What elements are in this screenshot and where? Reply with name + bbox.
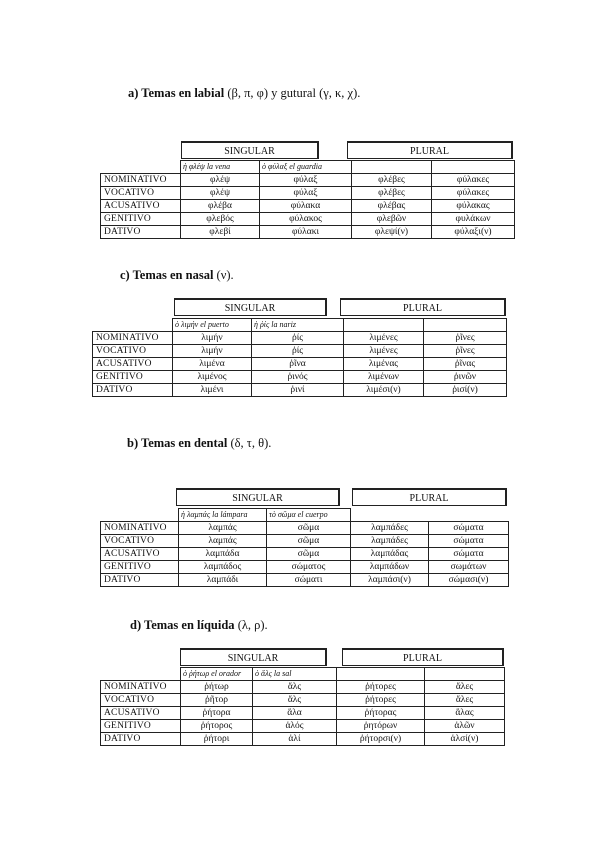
table-row	[101, 226, 515, 239]
form-cell: λαμπάδων	[351, 561, 429, 574]
form-cell: ἅλας	[425, 707, 505, 720]
empty-cell	[432, 161, 515, 174]
form-cell: λαμπάς	[179, 522, 267, 535]
form-cell: ῥίς	[252, 345, 344, 358]
table-row	[93, 371, 507, 384]
form-cell: λιμένος	[173, 371, 252, 384]
section-b-plural-header	[352, 488, 507, 506]
case-label: ACUSATIVO	[101, 707, 181, 720]
table-row	[101, 574, 509, 587]
form-cell: λιμήν	[173, 332, 252, 345]
case-label: GENITIVO	[101, 213, 181, 226]
form-cell: φλέψ	[181, 174, 260, 187]
form-cell: φύλακος	[260, 213, 352, 226]
form-cell: λιμένα	[173, 358, 252, 371]
form-cell: ἁλσί(ν)	[425, 733, 505, 746]
section-b-title: b) Temas en dental	[127, 436, 228, 450]
table-subheader-row	[101, 509, 509, 522]
form-cell: ῥήτορες	[337, 694, 425, 707]
form-cell: λιμένι	[173, 384, 252, 397]
table-row	[101, 200, 515, 213]
form-cell: ἁλός	[253, 720, 337, 733]
table-row	[101, 561, 509, 574]
form-cell: φλέβας	[352, 200, 432, 213]
table-subheader-row	[101, 668, 505, 681]
noun-label: ἡ φλέψ la vena	[181, 161, 260, 174]
table-subheader-row	[101, 161, 515, 174]
form-cell: ῥητόρων	[337, 720, 425, 733]
table-row	[101, 174, 515, 187]
form-cell: ῥῖνα	[252, 358, 344, 371]
section-a-heading	[128, 86, 360, 101]
form-cell: φλεβῶν	[352, 213, 432, 226]
form-cell: ῥίς	[252, 332, 344, 345]
table-row	[93, 358, 507, 371]
table-row	[101, 681, 505, 694]
form-cell: ἅλες	[425, 681, 505, 694]
form-cell: ῥῖνας	[424, 358, 507, 371]
form-cell: φυλάκων	[432, 213, 515, 226]
section-c-letters: (ν).	[216, 268, 234, 282]
case-label: ACUSATIVO	[93, 358, 173, 371]
section-a-letters: (β, π, φ) y gutural (γ, κ, χ).	[227, 86, 361, 100]
case-label: NOMINATIVO	[93, 332, 173, 345]
case-label: GENITIVO	[93, 371, 173, 384]
form-cell: λιμένες	[344, 332, 424, 345]
table-row	[101, 707, 505, 720]
case-label: ACUSATIVO	[101, 548, 179, 561]
noun-label: τὸ σῶμα el cuerpo	[267, 509, 351, 522]
empty-cell	[424, 319, 507, 332]
empty-cell	[337, 668, 425, 681]
form-cell: λιμένες	[344, 345, 424, 358]
form-cell: φύλακα	[260, 200, 352, 213]
form-cell: σῶμα	[267, 522, 351, 535]
section-c-title: c) Temas en nasal	[120, 268, 214, 282]
table-row	[101, 720, 505, 733]
section-b-heading	[127, 436, 271, 451]
form-cell: φύλαξι(ν)	[432, 226, 515, 239]
form-cell: ῥινῶν	[424, 371, 507, 384]
empty-cell	[93, 319, 173, 332]
case-label: VOCATIVO	[101, 535, 179, 548]
case-label: GENITIVO	[101, 561, 179, 574]
section-b-table	[100, 508, 509, 587]
case-label: NOMINATIVO	[101, 681, 181, 694]
section-a-table	[100, 160, 515, 239]
form-cell: φύλακι	[260, 226, 352, 239]
form-cell: ἁλῶν	[425, 720, 505, 733]
table-row	[101, 548, 509, 561]
form-cell: λαμπάδα	[179, 548, 267, 561]
empty-cell	[101, 161, 181, 174]
noun-label: ἡ λαμπάς la lámpara	[179, 509, 267, 522]
form-cell: λαμπάδες	[351, 535, 429, 548]
section-d-singular-header	[180, 648, 327, 666]
form-cell: σῶμα	[267, 548, 351, 561]
table-row	[93, 345, 507, 358]
form-cell: ῥήτορος	[181, 720, 253, 733]
noun-label: ἡ ῥίς la nariz	[252, 319, 344, 332]
case-label: NOMINATIVO	[101, 174, 181, 187]
section-d-table	[100, 667, 505, 746]
form-cell: λαμπάδι	[179, 574, 267, 587]
form-cell: φύλακες	[432, 174, 515, 187]
noun-label: ὁ ῥήτωρ el orador	[181, 668, 253, 681]
form-cell: φύλακες	[432, 187, 515, 200]
form-cell: ῥήτορα	[181, 707, 253, 720]
case-label: DATIVO	[101, 226, 181, 239]
empty-cell	[352, 161, 432, 174]
form-cell: φλεψί(ν)	[352, 226, 432, 239]
form-cell: λαμπάσι(ν)	[351, 574, 429, 587]
form-cell: λαμπάς	[179, 535, 267, 548]
form-cell: ῥῖνες	[424, 332, 507, 345]
form-cell: λιμένων	[344, 371, 424, 384]
form-cell: ῥῆτορ	[181, 694, 253, 707]
table-row	[101, 535, 509, 548]
case-label: GENITIVO	[101, 720, 181, 733]
singular-label: SINGULAR	[227, 653, 279, 664]
empty-cell	[101, 509, 179, 522]
form-cell: φλέψ	[181, 187, 260, 200]
noun-label: ὁ λιμήν el puerto	[173, 319, 252, 332]
section-c-singular-header	[174, 298, 327, 316]
table-row	[101, 522, 509, 535]
empty-cell	[344, 319, 424, 332]
form-cell: σώμασι(ν)	[429, 574, 509, 587]
form-cell: λαμπάδες	[351, 522, 429, 535]
section-d-plural-header	[342, 648, 504, 666]
form-cell: ῥήτορι	[181, 733, 253, 746]
table-row	[101, 694, 505, 707]
table-subheader-row	[93, 319, 507, 332]
form-cell: ἅλες	[425, 694, 505, 707]
form-cell: φλέβα	[181, 200, 260, 213]
case-label: ACUSATIVO	[101, 200, 181, 213]
table-row	[93, 384, 507, 397]
section-d-heading	[130, 618, 268, 633]
form-cell: ῥήτορας	[337, 707, 425, 720]
section-d-title: d) Temas en líquida	[130, 618, 235, 632]
section-a-plural-header	[347, 141, 513, 159]
singular-label: SINGULAR	[232, 493, 283, 504]
section-a-singular-header	[181, 141, 319, 159]
form-cell: ἁλί	[253, 733, 337, 746]
case-label: DATIVO	[101, 733, 181, 746]
singular-label: SINGULAR	[224, 303, 276, 314]
form-cell: λαμπάδας	[351, 548, 429, 561]
form-cell: ῥινί	[252, 384, 344, 397]
table-row	[93, 332, 507, 345]
empty-cell	[351, 509, 429, 522]
section-b-letters: (δ, τ, θ).	[230, 436, 272, 450]
form-cell: λιμήν	[173, 345, 252, 358]
form-cell: λιμέσι(ν)	[344, 384, 424, 397]
form-cell: ῥινός	[252, 371, 344, 384]
plural-label: PLURAL	[403, 303, 442, 314]
form-cell: φύλακας	[432, 200, 515, 213]
form-cell: ἅλς	[253, 694, 337, 707]
form-cell: ῥισί(ν)	[424, 384, 507, 397]
form-cell: ῥήτορες	[337, 681, 425, 694]
empty-cell	[429, 509, 509, 522]
case-label: DATIVO	[93, 384, 173, 397]
form-cell: ῥήτωρ	[181, 681, 253, 694]
form-cell: σώματα	[429, 548, 509, 561]
form-cell: ἅλα	[253, 707, 337, 720]
form-cell: σώματα	[429, 522, 509, 535]
form-cell: φλέβες	[352, 174, 432, 187]
table-row	[101, 213, 515, 226]
empty-cell	[101, 668, 181, 681]
table-row	[101, 733, 505, 746]
singular-label: SINGULAR	[224, 146, 275, 157]
case-label: DATIVO	[101, 574, 179, 587]
form-cell: λαμπάδος	[179, 561, 267, 574]
form-cell: φύλαξ	[260, 187, 352, 200]
section-c-plural-header	[340, 298, 506, 316]
form-cell: λιμένας	[344, 358, 424, 371]
form-cell: ῥήτορσι(ν)	[337, 733, 425, 746]
section-c-heading	[120, 268, 234, 283]
form-cell: φλέβες	[352, 187, 432, 200]
case-label: VOCATIVO	[101, 187, 181, 200]
noun-label: ὁ φύλαξ el guardia	[260, 161, 352, 174]
form-cell: σωμάτων	[429, 561, 509, 574]
form-cell: ἅλς	[253, 681, 337, 694]
plural-label: PLURAL	[409, 493, 449, 504]
form-cell: φύλαξ	[260, 174, 352, 187]
form-cell: σώματα	[429, 535, 509, 548]
section-a-title: a) Temas en labial	[128, 86, 225, 100]
case-label: VOCATIVO	[101, 694, 181, 707]
noun-label: ὁ ἅλς la sal	[253, 668, 337, 681]
form-cell: ῥῖνες	[424, 345, 507, 358]
section-c-table	[92, 318, 507, 397]
form-cell: σῶμα	[267, 535, 351, 548]
form-cell: σώματι	[267, 574, 351, 587]
case-label: VOCATIVO	[93, 345, 173, 358]
form-cell: φλεβός	[181, 213, 260, 226]
table-row	[101, 187, 515, 200]
form-cell: φλεβί	[181, 226, 260, 239]
section-d-letters: (λ, ρ).	[237, 618, 268, 632]
plural-label: PLURAL	[410, 146, 449, 157]
case-label: NOMINATIVO	[101, 522, 179, 535]
plural-label: PLURAL	[403, 653, 442, 664]
form-cell: σώματος	[267, 561, 351, 574]
empty-cell	[425, 668, 505, 681]
section-b-singular-header	[176, 488, 340, 506]
